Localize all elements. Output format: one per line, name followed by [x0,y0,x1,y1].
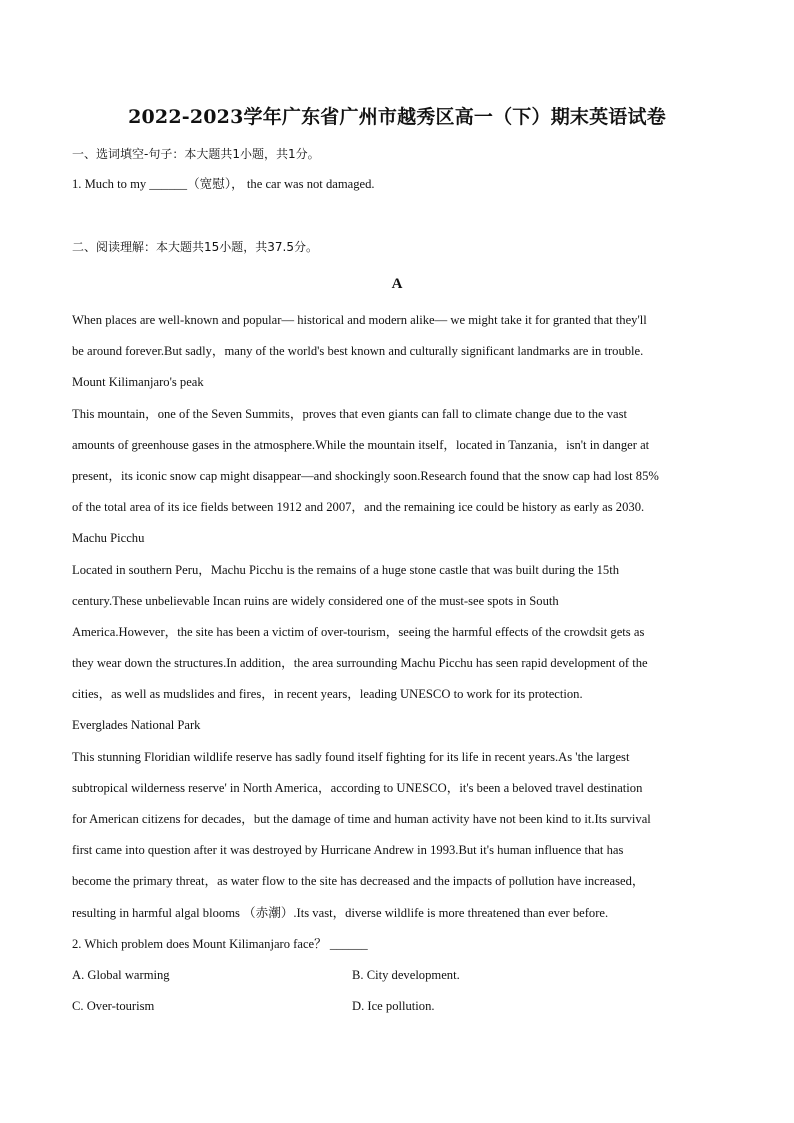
passage-label: A [391,276,403,292]
passage-line: When places are well-known and popular— historical and modern alike— we might take it for granted that they'll [72,313,647,327]
option-d: D. Ice pollution. [352,999,435,1013]
option-a: A. Global warming [72,968,170,982]
passage-subheading: Machu Picchu [72,531,145,546]
passage-line: first came into question after it was destroyed by Hurricane Andrew in 1993.But it's human influence that has [72,843,624,858]
passage-line: amounts of greenhouse gases in the atmosphere.While the mountain itself，located in Tanzania，isn't in danger at [72,437,650,452]
passage-line: cities，as well as mudslides and fires，in recent years，leading UNESCO to work for its protection. [72,687,583,702]
passage-line: This stunning Floridian wildlife reserve has sadly found itself fighting for its life in recent years.As 'the largest [72,749,630,764]
option-b: B. City development. [352,968,460,982]
section-2-heading: 二、阅读理解：本大题共15小题，共37.5分。 [72,240,318,254]
passage-line: subtropical wilderness reserve' in North America，according to UNESCO，it's been a beloved travel destination [72,780,643,795]
passage-line: resulting in harmful algal blooms （赤潮）.Its vast，diverse wildlife is more threatened than ever before. [72,905,609,920]
passage-subheading: Mount Kilimanjaro's peak [72,375,204,390]
section-1-heading: 一、选词填空-句子：本大题共1小题，共1分。 [72,147,320,161]
passage-line: America.However，the site has been a victim of over-tourism，seeing the harmful effects of the crowdsit gets as [72,624,645,639]
question-1: 1. Much to my ______（宽慰）， the car was not damaged. [72,177,375,191]
passage-line: century.These unbelievable Incan ruins are widely considered one of the must-see spots in South [72,593,559,608]
option-c: C. Over-tourism [72,999,155,1013]
passage-line: become the primary threat，as water flow to the site has decreased and the impacts of pollution have increased， [72,874,645,889]
passage-line: they wear down the structures.In addition，the area surrounding Machu Picchu has seen rapid development of the [72,656,648,671]
passage-line: present，its iconic snow cap might disappear—and shockingly soon.Research found that the snow cap had lost 85% [72,468,659,483]
passage-subheading: Everglades National Park [72,718,201,733]
passage-line: be around forever.But sadly，many of the world's best known and culturally significant landmarks are in trouble. [72,344,644,359]
page-title: 2022-2023学年广东省广州市越秀区高一（下）期末英语试卷 [128,106,666,128]
passage-text [72,311,724,935]
passage-line: This mountain，one of the Seven Summits，proves that even giants can fall to climate change due to the vast [72,406,628,421]
question-2-stem: 2. Which problem does Mount Kilimanjaro face？ ______ [72,937,368,951]
passage-line: for American citizens for decades，but the damage of time and human activity have not been kind to it.Its survival [72,812,651,826]
passage-line: Located in southern Peru，Machu Picchu is the remains of a huge stone castle that was built during the 15th [72,562,619,577]
passage-line: of the total area of its ice fields between 1912 and 2007，and the remaining ice could be history as early as 2030. [72,500,645,515]
